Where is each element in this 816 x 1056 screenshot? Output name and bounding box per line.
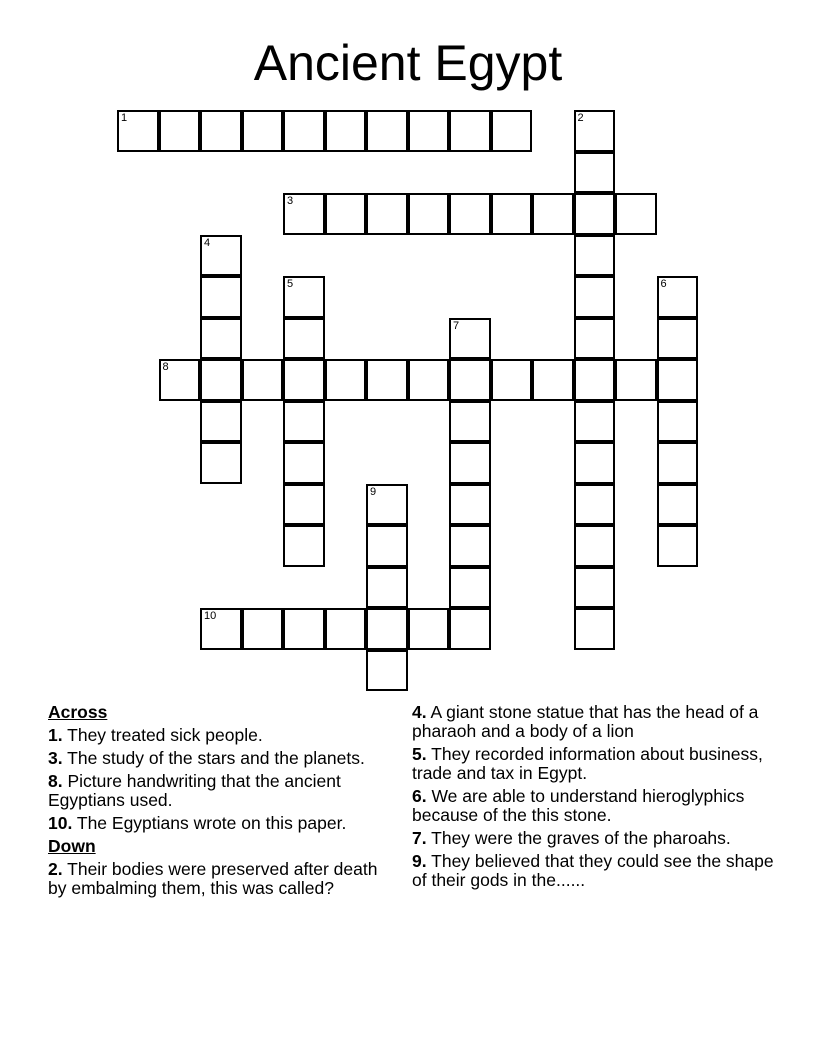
clues-left-column (48, 703, 398, 902)
grid-cell[interactable] (366, 608, 408, 650)
grid-cell[interactable] (574, 110, 616, 152)
clue-down-6 (412, 787, 782, 825)
across-heading: Across (48, 702, 108, 722)
clue-number-label: 2 (577, 112, 584, 124)
clue-down-5 (412, 745, 782, 783)
grid-cell[interactable] (449, 567, 491, 609)
clue-text: We are able to understand hieroglyphics because of the this stone. (412, 786, 745, 825)
clue-text: They believed that they could see the shape of their gods in the...... (412, 851, 774, 890)
grid-cell[interactable] (366, 484, 408, 526)
grid-cell[interactable] (242, 608, 284, 650)
clue-number: 1. (48, 725, 63, 745)
grid-cell[interactable] (242, 110, 284, 152)
grid-cell[interactable] (117, 110, 159, 152)
clue-number-label: 8 (162, 361, 169, 373)
grid-cell[interactable] (574, 359, 616, 401)
grid-cell[interactable] (657, 318, 699, 360)
clue-text: The Egyptians wrote on this paper. (76, 813, 347, 833)
clue-across-8 (48, 772, 398, 810)
clue-number-label: 9 (370, 485, 377, 498)
clues-right-column (412, 703, 782, 894)
grid-cell[interactable] (574, 442, 616, 484)
down-heading: Down (48, 836, 96, 856)
grid-cell[interactable] (491, 359, 533, 401)
clue-number: 5. (412, 744, 427, 764)
grid-cell[interactable] (574, 401, 616, 443)
grid-cell[interactable] (283, 110, 325, 152)
clue-number-label: 4 (204, 236, 211, 249)
grid-cell[interactable] (408, 608, 450, 650)
clue-number-label: 5 (287, 278, 294, 290)
clue-number: 8. (48, 771, 63, 791)
clue-text: They recorded information about business, trade and tax in Egypt. (412, 744, 763, 783)
grid-cell[interactable] (449, 525, 491, 567)
grid-cell[interactable] (449, 401, 491, 443)
clue-text: They treated sick people. (67, 725, 263, 745)
grid-cell[interactable] (615, 359, 657, 401)
clue-number-label: 7 (453, 319, 460, 332)
grid-cell[interactable] (283, 359, 325, 401)
grid-cell[interactable] (491, 193, 533, 235)
clue-text: The study of the stars and the planets. (67, 748, 365, 768)
clue-number: 3. (48, 748, 63, 768)
clue-number-label: 10 (204, 610, 217, 622)
clue-text: Their bodies were preserved after death by embalming them, this was called? (48, 859, 378, 898)
clue-number-label: 6 (660, 278, 667, 290)
clue-text: A giant stone statue that has the head of a pharaoh and a body of a lion (412, 702, 759, 741)
grid-cell[interactable] (283, 442, 325, 484)
clue-across-1 (48, 726, 398, 745)
grid-cell[interactable] (283, 608, 325, 650)
grid-cell[interactable] (574, 484, 616, 526)
clue-down-4 (412, 703, 782, 741)
grid-cell[interactable] (574, 525, 616, 567)
clue-text: Picture handwriting that the ancient Egyptians used. (48, 771, 341, 810)
grid-cell[interactable] (200, 442, 242, 484)
grid-cell[interactable] (408, 193, 450, 235)
grid-cell[interactable] (657, 442, 699, 484)
grid-cell[interactable] (200, 401, 242, 443)
grid-cell[interactable] (200, 318, 242, 360)
clue-number-label: 1 (121, 112, 128, 124)
grid-cell[interactable] (325, 608, 367, 650)
grid-cell[interactable] (532, 359, 574, 401)
page-title: Ancient Egypt (253, 35, 563, 91)
grid-cell[interactable] (283, 193, 325, 235)
grid-cell[interactable] (449, 318, 491, 360)
grid-cell[interactable] (283, 401, 325, 443)
grid-cell[interactable] (366, 359, 408, 401)
grid-cell[interactable] (325, 110, 367, 152)
grid-cell[interactable] (200, 110, 242, 152)
grid-cell[interactable] (449, 110, 491, 152)
clue-number-label: 3 (287, 195, 294, 207)
clue-number: 9. (412, 851, 427, 871)
grid-cell[interactable] (159, 359, 201, 401)
clue-number: 10. (48, 813, 73, 833)
clue-across-10 (48, 814, 398, 833)
grid-cell[interactable] (283, 318, 325, 360)
grid-cell[interactable] (657, 401, 699, 443)
clue-number: 4. (412, 702, 427, 722)
grid-cell[interactable] (366, 525, 408, 567)
grid-cell[interactable] (532, 193, 574, 235)
grid-cell[interactable] (283, 276, 325, 318)
clue-down-7 (412, 829, 782, 848)
grid-cell[interactable] (449, 608, 491, 650)
grid-cell[interactable] (325, 359, 367, 401)
grid-cell[interactable] (449, 484, 491, 526)
grid-cell[interactable] (408, 110, 450, 152)
grid-cell[interactable] (200, 276, 242, 318)
grid-cell[interactable] (657, 276, 699, 318)
grid-cell[interactable] (159, 110, 201, 152)
clue-number: 7. (412, 828, 427, 848)
clue-text: They were the graves of the pharoahs. (431, 828, 731, 848)
grid-cell[interactable] (574, 235, 616, 277)
grid-cell[interactable] (283, 525, 325, 567)
grid-cell[interactable] (574, 276, 616, 318)
grid-cell[interactable] (657, 484, 699, 526)
grid-cell[interactable] (366, 567, 408, 609)
grid-cell[interactable] (657, 359, 699, 401)
grid-cell[interactable] (615, 193, 657, 235)
clue-down-9 (412, 852, 782, 890)
grid-cell[interactable] (449, 193, 491, 235)
clue-number: 6. (412, 786, 427, 806)
grid-cell[interactable] (366, 650, 408, 692)
grid-cell[interactable] (449, 359, 491, 401)
grid-cell[interactable] (200, 359, 242, 401)
clue-across-3 (48, 749, 398, 768)
grid-cell[interactable] (574, 608, 616, 650)
grid-cell[interactable] (449, 442, 491, 484)
grid-cell[interactable] (491, 110, 533, 152)
clue-number: 2. (48, 859, 63, 879)
grid-cell[interactable] (574, 567, 616, 609)
grid-cell[interactable] (574, 193, 616, 235)
grid-cell[interactable] (200, 235, 242, 277)
grid-cell[interactable] (242, 359, 284, 401)
grid-cell[interactable] (408, 359, 450, 401)
grid-cell[interactable] (366, 110, 408, 152)
grid-cell[interactable] (657, 525, 699, 567)
grid-cell[interactable] (283, 484, 325, 526)
clue-down-2 (48, 860, 398, 898)
grid-cell[interactable] (574, 318, 616, 360)
grid-cell[interactable] (200, 608, 242, 650)
grid-cell[interactable] (574, 152, 616, 194)
grid-cell[interactable] (366, 193, 408, 235)
grid-cell[interactable] (325, 193, 367, 235)
